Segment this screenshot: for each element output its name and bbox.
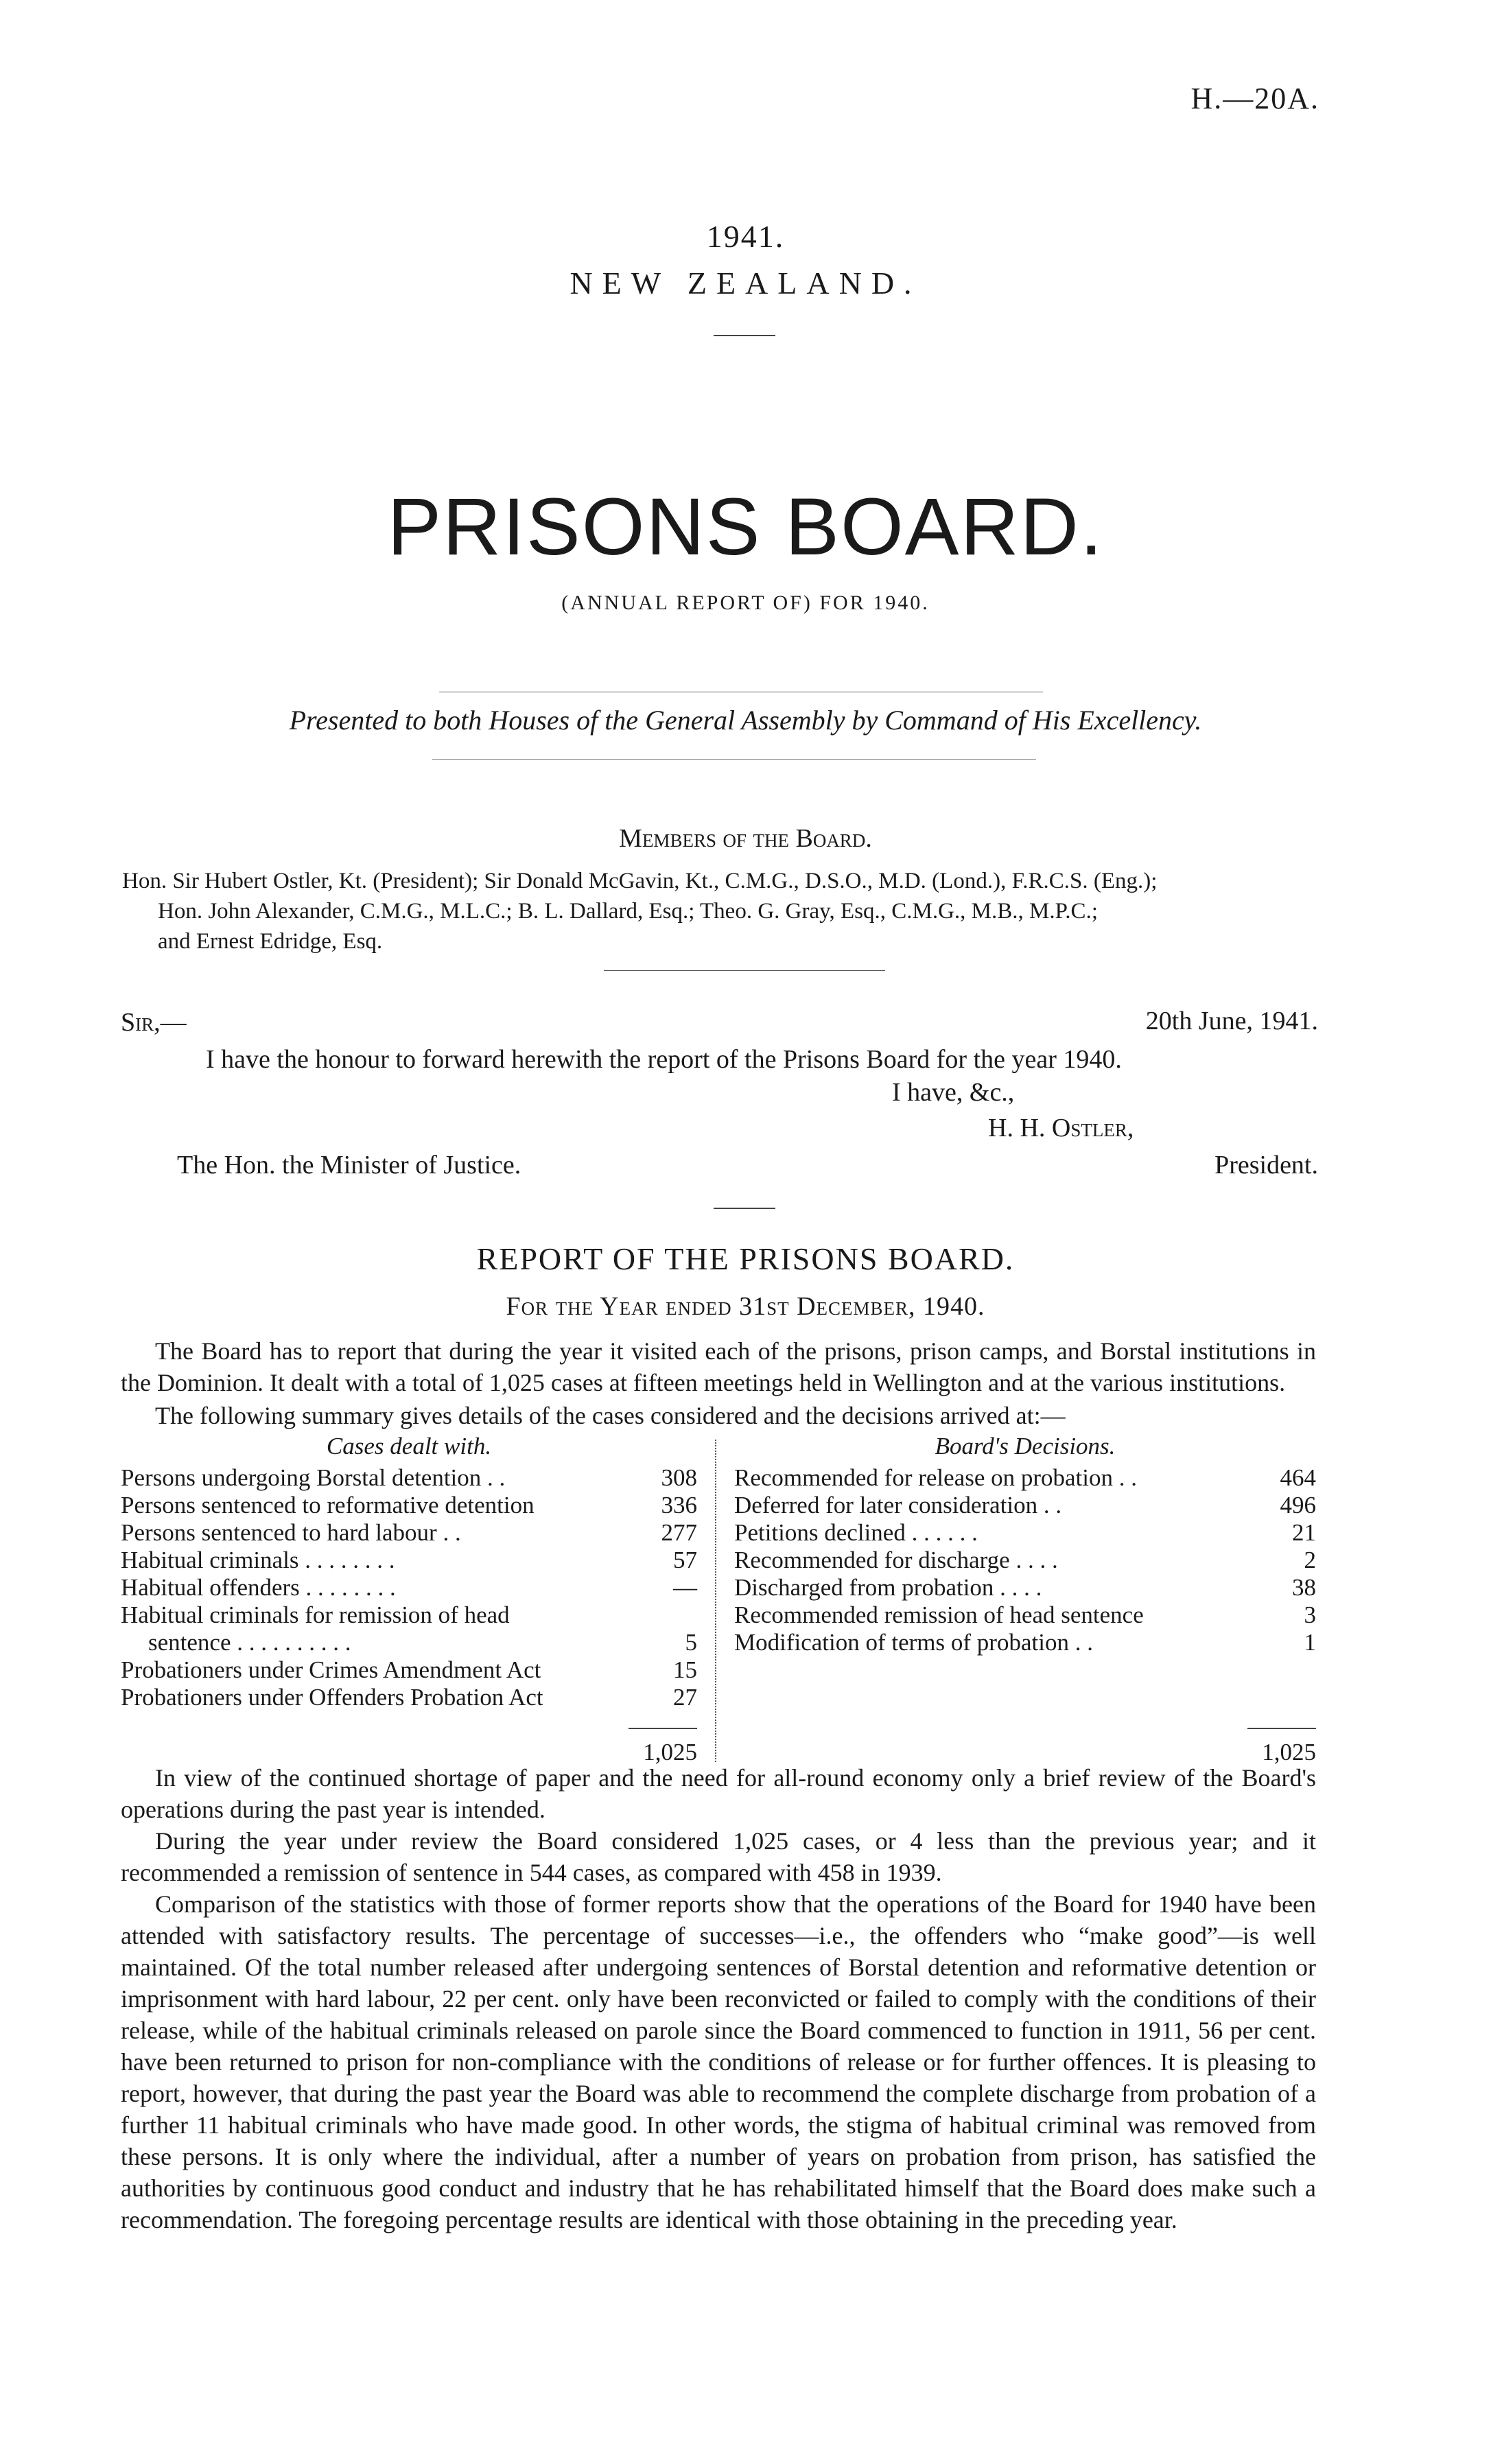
table-row xyxy=(121,1656,697,1684)
letter-body: I have the honour to forward herewith the report of the Prisons Board for the year 1940. xyxy=(206,1045,1122,1074)
divider-rule xyxy=(714,335,775,336)
row-label: Modification of terms of probation . . xyxy=(734,1629,1093,1656)
members-line: Hon. John Alexander, C.M.G., M.L.C.; B. L. Dallard, Esq.; Theo. G. Gray, Esq., C.M.G., M.B., M.P.C.; xyxy=(158,899,1098,924)
row-value: 1 xyxy=(1304,1629,1316,1656)
row-value: 57 xyxy=(673,1547,697,1573)
row-label: Persons sentenced to reformative detention xyxy=(121,1492,535,1518)
cases-table xyxy=(121,1433,697,1766)
presentation-note: Presented to both Houses of the General Assembly by Command of His Excellency. xyxy=(289,705,1202,736)
row-value: 15 xyxy=(673,1656,697,1683)
row-label: Deferred for later consideration . . xyxy=(734,1492,1062,1518)
table-row xyxy=(734,1547,1316,1574)
table-row xyxy=(121,1574,697,1601)
letter-salutation: Sir,— xyxy=(121,1008,187,1037)
members-line: and Ernest Edridge, Esq. xyxy=(158,929,383,954)
table-row xyxy=(734,1464,1316,1492)
table-row xyxy=(734,1601,1316,1629)
document-title: PRISONS BOARD. xyxy=(387,482,1104,572)
row-value: 5 xyxy=(685,1629,697,1656)
row-label: Recommended for release on probation . . xyxy=(734,1464,1138,1491)
row-label: Probationers under Offenders Probation Act xyxy=(121,1684,543,1711)
table-divider xyxy=(715,1440,716,1762)
letter-signer: H. H. Ostler, xyxy=(988,1114,1134,1142)
decisions-heading: Board's Decisions. xyxy=(935,1433,1116,1459)
table-row xyxy=(734,1629,1316,1656)
report-heading: REPORT OF THE PRISONS BOARD. xyxy=(476,1241,1015,1276)
document-subtitle: (ANNUAL REPORT OF) FOR 1940. xyxy=(561,591,930,614)
country-name: NEW ZEALAND. xyxy=(570,266,921,301)
summary-intro: The following summary gives details of the cases considered and the decisions arrived at:— xyxy=(155,1402,1066,1429)
report-paragraph: Comparison of the statistics with those of former reports show that the operations of the Board for 1940 have been attended with satisfactory results. The percentage of successes—i.e., the offenders who “make good”—is well maintained. Of the total number released after undergoing sentences of Borstal detention and reformative detention or imprisonment with hard labour, 22 per cent. only have been reconvicted or failed to comply with the conditions of their release, while of the habitual criminals released on parole since the Board commenced to function in 1911, 56 per cent. have been returned to prison for non-compliance with the conditions of release or for further offences. It is pleasing to report, however, that during the past year the Board was able to recommend the complete discharge from probation of a further 11 habitual criminals who have made good. In other words, the stigma of habitual criminal was removed from these persons. It is only where the individual, after a number of years on probation from prison, has satisfied the authorities by continuous good conduct and industry that he has rehabilitated himself that the Board does make such a recommendation. The foregoing percentage results are identical with those obtaining in the preceding year. xyxy=(121,1890,1316,2233)
row-value: 336 xyxy=(661,1492,697,1518)
row-value: — xyxy=(673,1574,697,1601)
table-row xyxy=(121,1464,697,1492)
row-label: sentence . . . . . . . . . . xyxy=(148,1629,351,1656)
signer-title: President. xyxy=(1214,1151,1318,1180)
row-value: 464 xyxy=(1280,1464,1316,1491)
row-value: 27 xyxy=(673,1684,697,1711)
decisions-total: 1,025 xyxy=(1262,1739,1316,1765)
row-label: Probationers under Crimes Amendment Act xyxy=(121,1656,541,1683)
row-label: Habitual offenders . . . . . . . . xyxy=(121,1574,396,1601)
row-label: Discharged from probation . . . . xyxy=(734,1574,1042,1601)
cases-heading: Cases dealt with. xyxy=(326,1433,492,1459)
letter-date: 20th June, 1941. xyxy=(1145,1007,1318,1035)
row-value: 21 xyxy=(1292,1519,1316,1546)
report-paragraph: In view of the continued shortage of paper and the need for all-round economy only a brief review of the Board's operations during the past year is intended. xyxy=(121,1764,1316,1823)
report-paragraph: During the year under review the Board considered 1,025 cases, or 4 less than the previous year; and it recommended a remission of sentence in 544 cases, as compared with 458 in 1939. xyxy=(121,1827,1316,1886)
table-row xyxy=(121,1519,697,1547)
table-row xyxy=(121,1629,697,1656)
report-subheading: For the Year ended 31st December, 1940. xyxy=(506,1292,985,1321)
table-row xyxy=(121,1547,697,1574)
document-year: 1941. xyxy=(706,219,785,254)
letter-closing: I have, &c., xyxy=(892,1078,1015,1107)
members-heading: Members of the Board. xyxy=(619,824,872,853)
total-rule xyxy=(1247,1656,1316,1729)
row-value: 38 xyxy=(1292,1574,1316,1601)
total-rule xyxy=(629,1711,697,1729)
report-paragraph: The Board has to report that during the year it visited each of the prisons, prison camps, and Borstal institutions in the Dominion. It dealt with a total of 1,025 cases at fifteen meetings held in Wellington and at the various institutions. xyxy=(121,1337,1316,1396)
row-label: Persons undergoing Borstal detention . . xyxy=(121,1464,506,1491)
cases-total: 1,025 xyxy=(643,1739,697,1765)
row-value: 277 xyxy=(661,1519,697,1546)
members-line: Hon. Sir Hubert Ostler, Kt. (President); Sir Donald McGavin, Kt., C.M.G., D.S.O., M.D. (Lond.), F.R.C.S. (Eng.); xyxy=(122,869,1158,893)
members-list xyxy=(122,866,1385,957)
divider-rule xyxy=(714,1208,775,1209)
row-label: Habitual criminals for remission of head xyxy=(121,1601,510,1628)
row-value: 308 xyxy=(661,1464,697,1491)
row-label: Recommended for discharge . . . . xyxy=(734,1547,1058,1573)
row-value xyxy=(649,1601,697,1629)
document-reference: H.—20A. xyxy=(1190,82,1319,115)
row-value: 2 xyxy=(1304,1547,1316,1573)
table-row xyxy=(734,1574,1316,1601)
table-row xyxy=(734,1519,1316,1547)
table-row xyxy=(121,1601,697,1629)
letter-addressee: The Hon. the Minister of Justice. xyxy=(177,1151,521,1180)
decisions-table xyxy=(734,1433,1316,1766)
row-label: Persons sentenced to hard labour . . xyxy=(121,1519,461,1546)
row-value: 496 xyxy=(1280,1492,1316,1518)
divider-rule xyxy=(604,970,885,971)
divider-rule xyxy=(432,759,1036,760)
row-value: 3 xyxy=(1304,1601,1316,1628)
row-label: Habitual criminals . . . . . . . . xyxy=(121,1547,395,1573)
table-row xyxy=(121,1492,697,1519)
row-label: Recommended remission of head sentence xyxy=(734,1601,1144,1628)
table-row xyxy=(121,1684,697,1711)
table-row xyxy=(734,1492,1316,1519)
row-label: Petitions declined . . . . . . xyxy=(734,1519,978,1546)
